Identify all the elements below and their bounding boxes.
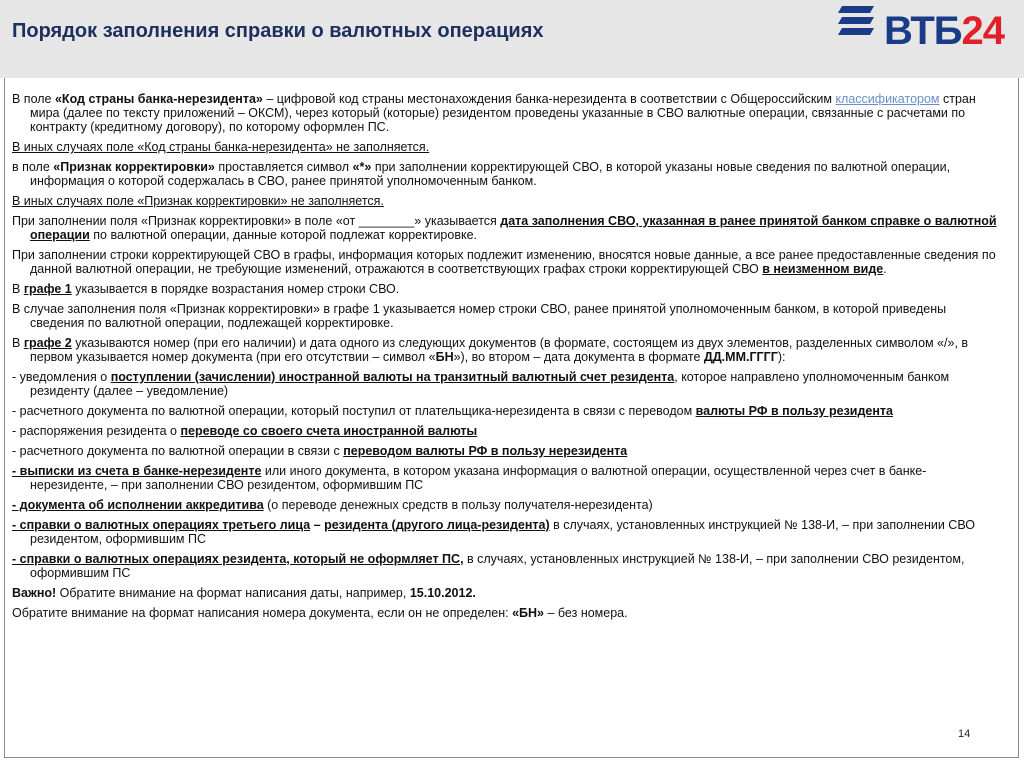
text: при заполнении корректирующей СВО, в которой указаны новые сведения по валютной операции, информация о которой содержалась в СВО, ранее принятой уполномоченным банком. (30, 160, 951, 188)
list-item-emphasis: - выписки из счета в банке-нерезиденте (12, 464, 262, 478)
paragraph-column-2 (12, 336, 1002, 364)
list-item-emphasis: переводе со своего счета иностранной валюты (180, 424, 478, 438)
logo-text (884, 9, 1004, 54)
text: , которое направлено уполномоченным банком резиденту (далее – уведомление) (30, 370, 950, 398)
text: В (12, 282, 24, 296)
list-item-emphasis: - справки о валютных операциях резидента, который не оформляет ПС, (12, 552, 464, 566)
list-item-emphasis: - документа об исполнении аккредитива (12, 498, 264, 512)
vtb24-logo (834, 0, 1024, 60)
text: в случаях, установленных инструкцией № 138-И, – при заполнении СВО резидентом, оформившим ПС (30, 552, 965, 580)
list-item-notification (12, 370, 1002, 398)
slide-body (12, 92, 1002, 626)
list-item-third-party-certificate (12, 518, 1002, 546)
text: » указывается (414, 214, 501, 228)
list-item-emphasis: - справки о валютных операциях третьего лица (12, 518, 311, 532)
column-2-label: графе 2 (23, 336, 72, 350)
slide-header (0, 0, 1024, 78)
text: - расчетного документа по валютной операции, который поступил от плательщика-нерезидента в связи с переводом (12, 404, 696, 418)
text: . (883, 262, 887, 276)
text: Обратите внимание на формат написания номера документа, если он не определен: (12, 606, 513, 620)
correction-date-rule: дата заполнения СВО, указанная в ранее принятой банком справке о валютной операции (30, 214, 997, 242)
paragraph-correction-row (12, 248, 1002, 276)
text: указываются номер (при его наличии) и дата одного из следующих документов (в формате, состоящем из двух элементов, разделенных символом «/», в первом указывается номер документа (при его отсутствии – символ « (30, 336, 969, 364)
text: в поле (12, 160, 54, 174)
paragraph-correction-flag-other: В иных случаях поле «Признак корректировки» не заполняется. (12, 194, 384, 208)
note-document-number (12, 606, 1002, 620)
text: по валютной операции, данные которой подлежат корректировке. (89, 228, 478, 242)
text: – без номера. (544, 606, 628, 620)
page-number: 14 (958, 728, 971, 740)
field-name-correction-flag: «Признак корректировки» (53, 160, 215, 174)
paragraph-country-code-other: В иных случаях поле «Код страны банка-нерезидента» не заполняется. (12, 140, 430, 154)
text: При заполнении строки корректирующей СВО в графы, информация которых подлежит изменению, вносятся новые данные, а все ранее предоставленные сведения по данной валютной операции, не требующие изменений, отражаются в соответствующих графах строки корректирующей СВО (12, 248, 996, 276)
list-item-payment-doc-resident (12, 404, 1002, 418)
text: В поле (12, 92, 55, 106)
text: стран мира (далее по тексту приложений – ОКСМ), через который (которые) резидентом проведены указанные в СВО валютные операции, связанные с расчетами по контракту (кредитному договору), по которому оформлен ПС. (30, 92, 976, 134)
text: – цифровой код страны местонахождения банка-нерезидента в соответствии с Общероссийским (262, 92, 836, 106)
list-item-emphasis: поступлении (зачислении) иностранной валюты на транзитный валютный счет резидента (110, 370, 675, 384)
text: Обратите внимание на формат написания даты, например, (56, 586, 410, 600)
text: - уведомления о (12, 370, 111, 384)
text: »), во втором – дата документа в формате (453, 350, 704, 364)
text: ): (777, 350, 786, 364)
paragraph-correction-flag (12, 160, 1002, 188)
text: или иного документа, в котором указана информация о валютной операции, осуществленной через счет в банке-нерезиденте, – при заполнении СВО резидентом, оформившим ПС (30, 464, 927, 492)
text: проставляется символ (214, 160, 353, 174)
unchanged-form: в неизменном виде (762, 262, 884, 276)
text: - расчетного документа по валютной операции в связи с (12, 444, 344, 458)
text: - распоряжения резидента о (12, 424, 181, 438)
list-item-payment-doc-nonresident (12, 444, 1002, 458)
date-blank: ________ (358, 214, 415, 228)
no-number-symbol: «БН» (512, 606, 545, 620)
text: указывается в порядке возрастания номер строки СВО. (71, 282, 400, 296)
classifier-link: классификатором (835, 92, 940, 106)
vtb-flag-icon (836, 2, 880, 40)
list-item-emphasis: резидента (другого лица-резидента) (324, 518, 550, 532)
field-name-country-code: «Код страны банка-нерезидента» (54, 92, 263, 106)
paragraph-column-1-correction: В случае заполнения поля «Признак корректировки» в графе 1 указывается номер строки СВО, ранее принятой уполномоченным банком, в которой приведены сведения по валютной операции, подлежащей корректировке. (12, 302, 947, 330)
date-format: ДД.ММ.ГГГГ (703, 350, 778, 364)
column-1-label: графе 1 (23, 282, 72, 296)
list-item-transfer-order (12, 424, 1002, 438)
paragraph-country-code (12, 92, 1002, 134)
important-label: Важно! (12, 586, 57, 600)
note-date-format (12, 586, 1002, 600)
list-item-emphasis: переводом валюты РФ в пользу нерезидента (343, 444, 628, 458)
paragraph-correction-date (12, 214, 1002, 242)
list-item-resident-certificate (12, 552, 1002, 580)
asterisk-symbol: «*» (352, 160, 372, 174)
date-example: 15.10.2012. (409, 586, 476, 600)
text: (о переводе денежных средств в пользу получателя-нерезидента) (263, 498, 653, 512)
text: В (12, 336, 24, 350)
slide-title: Порядок заполнения справки о валютных операциях (12, 20, 544, 42)
list-item-account-statement (12, 464, 1002, 492)
no-number-symbol: БН (435, 350, 454, 364)
list-item-emphasis: валюты РФ в пользу резидента (695, 404, 893, 418)
text: – (310, 518, 325, 532)
list-item-letter-of-credit (12, 498, 1002, 512)
logo-number: 24 (961, 9, 1005, 53)
logo-letters: ВТБ (884, 9, 962, 53)
text: в случаях, установленных инструкцией № 138-И, – при заполнении СВО резидентом, оформившим ПС (30, 518, 975, 546)
paragraph-column-1 (12, 282, 1002, 296)
text: При заполнении поля «Признак корректировки» в поле «от (12, 214, 359, 228)
